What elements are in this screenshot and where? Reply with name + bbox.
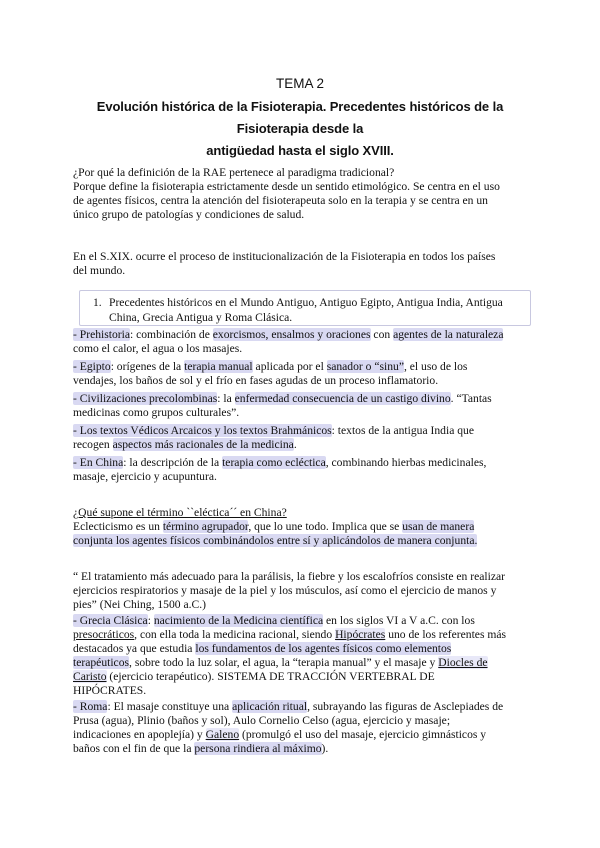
list-item-line: China, Grecia Antigua y Roma Clásica. [109, 311, 293, 324]
quote-line: ejercicios respiratorios y masaje de la piel y los músculos, así como el ejercicio de manos y [73, 584, 497, 597]
question-ecletica: ¿Qué supone el término ``eléctica´´ en China? [73, 506, 287, 519]
eclecticismo-line: conjunta los agentes físicos combinándolos entre sí y aplicándolos de manera conjunta. [73, 534, 478, 547]
title-line: antigüedad hasta el siglo XVIII. [206, 143, 394, 158]
precolombinas-line: medicinas como grupos culturales”. [73, 406, 240, 419]
china-line: masaje, ejercicio y acupuntura. [73, 470, 217, 483]
list-number: 1. [93, 296, 102, 309]
precolombinas-line: - Civilizaciones precolombinas: la enfermedad consecuencia de un castigo divino. “Tantas [73, 392, 492, 405]
title-line: Evolución histórica de la Fisioterapia. Precedentes históricos de la Fisioterapia desde la [96, 99, 504, 136]
roma-line: baños con el fin de que la persona rindiera al máximo). [73, 742, 329, 755]
grecia-line: destacados ya que estudia los fundamentos de los agentes físicos como elementos [73, 642, 452, 655]
egipto-line: - Egipto: orígenes de la terapia manual aplicada por el sanador o “sinu”, el uso de los [73, 360, 468, 373]
china-line: - En China: la descripción de la terapia como ecléctica, combinando hierbas medicinales, [73, 456, 487, 469]
grecia-line: presocráticos, con ella toda la medicina racional, siendo Hipócrates uno de los referentes más [73, 628, 507, 641]
vedicos-line: recogen aspectos más racionales de la medicina. [73, 438, 297, 451]
quote-line: pies” (Nei Ching, 1500 a.C.) [73, 598, 206, 611]
answer-line: único grupo de patologías y condiciones de salud. [73, 208, 305, 221]
prehistoria-line: como el calor, el agua o los masajes. [73, 342, 243, 355]
roma-line: - Roma: El masaje constituye una aplicación ritual, subrayando las figuras de Asclepiades de [73, 700, 504, 713]
eclecticismo-line: Eclecticismo es un término agrupador, que lo une todo. Implica que se usan de manera [73, 520, 475, 533]
topic-heading: TEMA 2 [275, 76, 324, 91]
roma-line: indicaciones en apoplejía) y Galeno (promulgó el uso del masaje, ejercicio gimnásticos y [73, 728, 487, 741]
question-rae: ¿Por qué la definición de la RAE pertenece al paradigma tradicional? [73, 166, 395, 179]
paragraph-line: En el S.XIX. ocurre el proceso de institucionalización de la Fisioterapia en todos los países [73, 250, 496, 263]
document-title [60, 96, 540, 162]
paragraph-line: del mundo. [73, 264, 126, 277]
grecia-line: terapéuticos, sobre todo la luz solar, el agua, la “terapia manual” y el masaje y Diocles de [73, 656, 488, 669]
grecia-line: HIPÓCRATES. [73, 684, 147, 697]
grecia-line: - Grecia Clásica: nacimiento de la Medicina científica en los siglos VI a V a.C. con los [73, 614, 475, 627]
egipto-line: vendajes, los baños de sol y el frío en fases agudas de un proceso inflamatorio. [73, 374, 439, 387]
prehistoria-line: - Prehistoria: combinación de exorcismos, ensalmos y oraciones con agentes de la naturaleza [73, 328, 504, 341]
roma-line: Prusa (agua), Plinio (baños y sol), Aulo Cornelio Celso (agua, ejercicio y masaje; [73, 714, 451, 727]
list-item-line: Precedentes históricos en el Mundo Antiguo, Antiguo Egipto, Antigua India, Antigua [109, 296, 503, 309]
answer-line: Porque define la fisioterapia estrictamente desde un sentido etimológico. Se centra en el uso [73, 180, 500, 193]
vedicos-line: - Los textos Védicos Arcaicos y los textos Brahmánicos: textos de la antigua India que [73, 424, 474, 437]
quote-line: “ El tratamiento más adecuado para la parálisis, la fiebre y los escalofríos consiste en realizar [73, 570, 506, 583]
answer-line: de agentes físicos, centra la atención del fisioterapeuta solo en la terapia y se centra en un [73, 194, 488, 207]
grecia-line: Caristo (ejercicio terapéutico). SISTEMA DE TRACCIÓN VERTEBRAL DE [73, 670, 435, 683]
